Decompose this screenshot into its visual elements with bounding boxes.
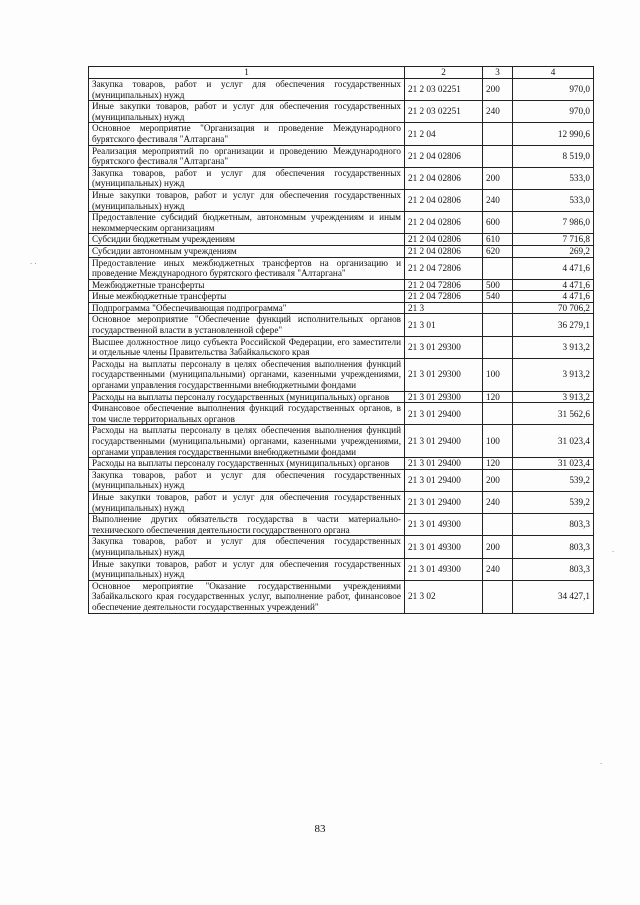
cell-name: Расходы на выплаты персоналу государственных (муниципальных) органов (89, 391, 405, 403)
cell-kind: 600 (483, 212, 513, 234)
cell-code: 21 2 04 02806 (405, 245, 483, 257)
scan-mark: · · (30, 260, 37, 268)
cell-code: 21 2 03 02251 (405, 79, 483, 101)
table-row (89, 257, 594, 279)
cell-amount: 12 990,6 (513, 123, 594, 145)
table-row (89, 514, 594, 536)
cell-name: Высшее должностное лицо субъекта Российской Федерации, его заместители и отдельные члены Правительства Забайкальского края (89, 336, 405, 358)
cell-kind: 540 (483, 291, 513, 303)
cell-code: 21 3 01 49300 (405, 558, 483, 580)
cell-code: 21 2 04 72806 (405, 257, 483, 279)
table-row (89, 291, 594, 303)
cell-kind: 200 (483, 536, 513, 558)
table-row (89, 536, 594, 558)
column-header-amount: 4 (513, 67, 594, 79)
table-row (89, 336, 594, 358)
cell-name: Основное мероприятие "Организация и проведение Международного бурятского фестиваля "Алтаргана" (89, 123, 405, 145)
cell-name: Иные закупки товаров, работ и услуг для обеспечения государственных (муниципальных) нужд (89, 491, 405, 513)
cell-kind: 610 (483, 234, 513, 246)
cell-code: 21 3 01 (405, 314, 483, 336)
cell-code: 21 3 01 29300 (405, 358, 483, 391)
cell-code: 21 3 01 29400 (405, 469, 483, 491)
scan-mark: · (612, 548, 615, 556)
cell-amount: 34 427,1 (513, 580, 594, 613)
cell-amount: 31 023,4 (513, 458, 594, 470)
cell-amount: 803,3 (513, 536, 594, 558)
cell-name: Закупка товаров, работ и услуг для обеспечения государственных (муниципальных) нужд (89, 536, 405, 558)
cell-amount: 803,3 (513, 558, 594, 580)
cell-name: Расходы на выплаты персоналу государственных (муниципальных) органов (89, 458, 405, 470)
cell-amount: 7 986,0 (513, 212, 594, 234)
cell-name: Иные закупки товаров, работ и услуг для обеспечения государственных (муниципальных) нужд (89, 558, 405, 580)
cell-kind (483, 257, 513, 279)
cell-code: 21 3 01 29300 (405, 391, 483, 403)
cell-code: 21 3 01 49300 (405, 536, 483, 558)
table-row (89, 189, 594, 211)
cell-amount: 31 023,4 (513, 425, 594, 458)
cell-code: 21 2 04 02806 (405, 234, 483, 246)
cell-amount: 7 716,8 (513, 234, 594, 246)
table-row (89, 279, 594, 291)
cell-amount: 3 913,2 (513, 391, 594, 403)
table-row (89, 314, 594, 336)
cell-kind (483, 403, 513, 425)
cell-name: Закупка товаров, работ и услуг для обеспечения государственных (муниципальных) нужд (89, 469, 405, 491)
cell-kind: 240 (483, 558, 513, 580)
cell-kind: 620 (483, 245, 513, 257)
cell-code: 21 3 (405, 302, 483, 314)
table-row (89, 558, 594, 580)
cell-code: 21 3 01 29400 (405, 491, 483, 513)
cell-name: Основное мероприятие "Обеспечение функций исполнительных органов государственной власти в установленной сфере" (89, 314, 405, 336)
table-row (89, 302, 594, 314)
table-row (89, 101, 594, 123)
cell-name: Расходы на выплаты персоналу в целях обеспечения выполнения функций государственными (муниципальными) органами, казенными учреждениями, органами управления государственными внебюджетными фондами (89, 425, 405, 458)
cell-name: Закупка товаров, работ и услуг для обеспечения государственных (муниципальных) нужд (89, 167, 405, 189)
cell-code: 21 3 02 (405, 580, 483, 613)
cell-amount: 3 913,2 (513, 336, 594, 358)
column-header-name: 1 (89, 67, 405, 79)
cell-kind: 240 (483, 101, 513, 123)
cell-amount: 4 471,6 (513, 257, 594, 279)
cell-code: 21 2 04 72806 (405, 279, 483, 291)
cell-code: 21 3 01 29400 (405, 403, 483, 425)
table-row (89, 234, 594, 246)
table-row (89, 425, 594, 458)
cell-amount: 539,2 (513, 469, 594, 491)
table-row (89, 580, 594, 613)
table-row (89, 358, 594, 391)
cell-code: 21 2 04 02806 (405, 167, 483, 189)
cell-name: Выполнение других обязательств государства в части материально-технического обеспечения деятельности государственного органа (89, 514, 405, 536)
cell-code: 21 3 01 29400 (405, 425, 483, 458)
table-row (89, 123, 594, 145)
cell-name: Подпрограмма "Обеспечивающая подпрограмма" (89, 302, 405, 314)
cell-name: Предоставление субсидий бюджетным, автономным учреждениям и иным некоммерческим организациям (89, 212, 405, 234)
cell-name: Иные закупки товаров, работ и услуг для обеспечения государственных (муниципальных) нужд (89, 189, 405, 211)
column-header-code: 2 (405, 67, 483, 79)
cell-kind: 200 (483, 469, 513, 491)
table-row (89, 245, 594, 257)
cell-kind (483, 514, 513, 536)
cell-name: Межбюджетные трансферты (89, 279, 405, 291)
cell-name: Финансовое обеспечение выполнения функций государственных органов, в том числе территориальных органов (89, 403, 405, 425)
cell-name: Реализация мероприятий по организации и проведению Международного бурятского фестиваля "Алтаргана" (89, 145, 405, 167)
scan-mark: · (600, 760, 603, 768)
cell-code: 21 3 01 29300 (405, 336, 483, 358)
cell-amount: 4 471,6 (513, 291, 594, 303)
cell-amount: 269,2 (513, 245, 594, 257)
cell-amount: 970,0 (513, 101, 594, 123)
cell-name: Предоставление иных межбюджетных трансфертов на организацию и проведение Международного бурятского фестиваля "Алтаргана" (89, 257, 405, 279)
cell-kind (483, 123, 513, 145)
cell-kind: 500 (483, 279, 513, 291)
budget-table (88, 66, 594, 614)
cell-name: Иные межбюджетные трансферты (89, 291, 405, 303)
cell-code: 21 2 04 02806 (405, 212, 483, 234)
cell-kind (483, 580, 513, 613)
cell-kind: 120 (483, 391, 513, 403)
page-number: 83 (314, 823, 326, 835)
table-row (89, 458, 594, 470)
table-header-row (89, 67, 594, 79)
cell-amount: 36 279,1 (513, 314, 594, 336)
table-row (89, 491, 594, 513)
cell-code: 21 2 04 72806 (405, 291, 483, 303)
table-row (89, 79, 594, 101)
cell-amount: 3 913,2 (513, 358, 594, 391)
cell-code: 21 2 03 02251 (405, 101, 483, 123)
cell-name: Основное мероприятие "Оказание государственными учреждениями Забайкальского края государственных услуг, выполнение работ, финансовое обеспечение деятельности государственных учреждений" (89, 580, 405, 613)
cell-name: Расходы на выплаты персоналу в целях обеспечения выполнения функций государственными (муниципальными) органами, казенными учреждениями, органами управления государственными внебюджетными фондами (89, 358, 405, 391)
cell-kind: 200 (483, 167, 513, 189)
cell-amount: 8 519,0 (513, 145, 594, 167)
cell-kind: 120 (483, 458, 513, 470)
table-row (89, 212, 594, 234)
cell-amount: 31 562,6 (513, 403, 594, 425)
cell-amount: 533,0 (513, 189, 594, 211)
cell-kind: 200 (483, 79, 513, 101)
cell-kind (483, 314, 513, 336)
cell-kind: 240 (483, 491, 513, 513)
cell-kind: 240 (483, 189, 513, 211)
cell-amount: 539,2 (513, 491, 594, 513)
cell-name: Иные закупки товаров, работ и услуг для обеспечения государственных (муниципальных) нужд (89, 101, 405, 123)
cell-code: 21 3 01 49300 (405, 514, 483, 536)
table-row (89, 391, 594, 403)
cell-kind (483, 145, 513, 167)
cell-code: 21 3 01 29400 (405, 458, 483, 470)
cell-kind: 100 (483, 425, 513, 458)
cell-code: 21 2 04 (405, 123, 483, 145)
cell-amount: 533,0 (513, 167, 594, 189)
cell-amount: 970,0 (513, 79, 594, 101)
column-header-kind: 3 (483, 67, 513, 79)
cell-code: 21 2 04 02806 (405, 145, 483, 167)
table-row (89, 403, 594, 425)
table-row (89, 145, 594, 167)
cell-amount: 803,3 (513, 514, 594, 536)
cell-kind: 100 (483, 358, 513, 391)
cell-name: Субсидии бюджетным учреждениям (89, 234, 405, 246)
cell-kind (483, 302, 513, 314)
table-row (89, 469, 594, 491)
cell-amount: 70 706,2 (513, 302, 594, 314)
cell-code: 21 2 04 02806 (405, 189, 483, 211)
table-row (89, 167, 594, 189)
cell-amount: 4 471,6 (513, 279, 594, 291)
cell-kind (483, 336, 513, 358)
cell-name: Закупка товаров, работ и услуг для обеспечения государственных (муниципальных) нужд (89, 79, 405, 101)
cell-name: Субсидии автономным учреждениям (89, 245, 405, 257)
